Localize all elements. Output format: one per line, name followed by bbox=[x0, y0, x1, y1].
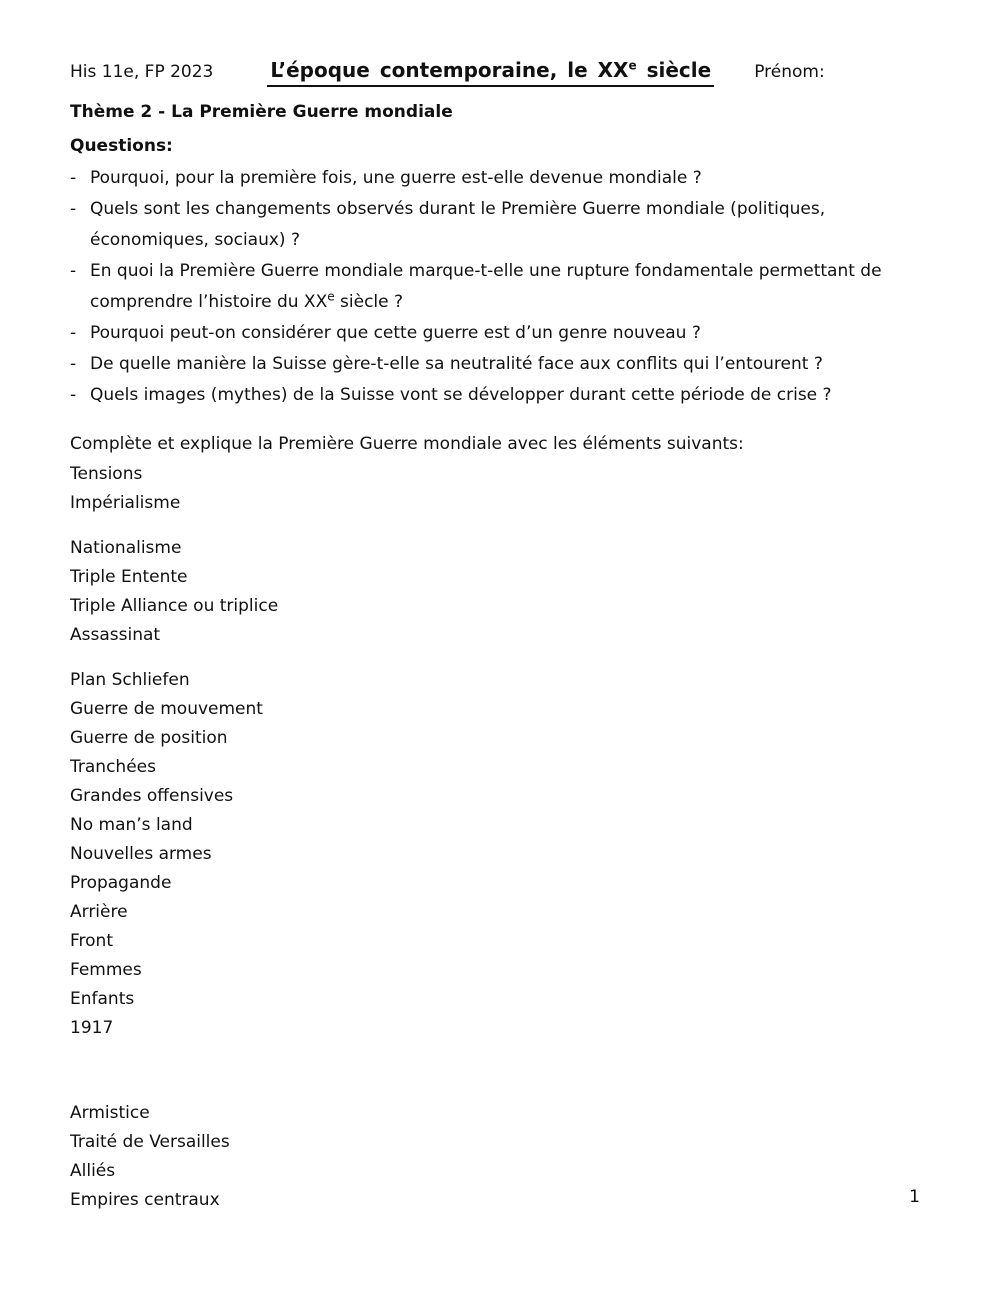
term-item: Front bbox=[70, 931, 113, 951]
term-item: No man’s land bbox=[70, 815, 193, 835]
term-group-alliances bbox=[70, 534, 930, 650]
question-dash: - bbox=[70, 261, 77, 281]
term-item: Impérialisme bbox=[70, 493, 181, 513]
term-item: Empires centraux bbox=[70, 1190, 220, 1210]
term-item: Grandes offensives bbox=[70, 786, 234, 806]
term-item: Arrière bbox=[70, 902, 128, 922]
question-item bbox=[70, 349, 930, 380]
question-line: Quels sont les changements observés durant le Première Guerre mondiale (politiques, bbox=[90, 199, 826, 219]
term-item: Femmes bbox=[70, 960, 142, 980]
question-line: économiques, sociaux) ? bbox=[90, 230, 300, 250]
question-item bbox=[70, 194, 930, 256]
questions-heading: Questions: bbox=[70, 136, 173, 156]
question-text bbox=[90, 380, 832, 411]
question-item bbox=[70, 256, 930, 318]
question-text bbox=[90, 349, 823, 380]
course-code: His 11e, FP 2023 bbox=[70, 62, 214, 82]
term-item: 1917 bbox=[70, 1018, 114, 1038]
term-item: Guerre de position bbox=[70, 728, 228, 748]
page-header bbox=[70, 56, 930, 87]
term-item: Traité de Versailles bbox=[70, 1132, 230, 1152]
term-item: Propagande bbox=[70, 873, 172, 893]
term-item: Nouvelles armes bbox=[70, 844, 212, 864]
question-item bbox=[70, 163, 930, 194]
question-line: Quels images (mythes) de la Suisse vont se développer durant cette période de crise ? bbox=[90, 385, 832, 405]
question-line: De quelle manière la Suisse gère-t-elle sa neutralité face aux conflits qui l’entourent ? bbox=[90, 354, 823, 374]
theme-heading: Thème 2 - La Première Guerre mondiale bbox=[70, 102, 453, 122]
term-group-causes bbox=[70, 460, 930, 518]
question-text bbox=[90, 163, 702, 194]
term-group-war bbox=[70, 666, 930, 1043]
term-item: Tranchées bbox=[70, 757, 156, 777]
question-dash: - bbox=[70, 354, 77, 374]
page-number: 1 bbox=[909, 1187, 920, 1207]
question-dash: - bbox=[70, 168, 77, 188]
term-item: Triple Alliance ou triplice bbox=[70, 596, 279, 616]
term-item: Armistice bbox=[70, 1103, 150, 1123]
question-list bbox=[70, 163, 930, 411]
term-item: Alliés bbox=[70, 1161, 116, 1181]
question-line: En quoi la Première Guerre mondiale marque-t-elle une rupture fondamentale permettant de bbox=[90, 261, 882, 281]
name-label: Prénom: bbox=[754, 62, 825, 82]
question-line: Pourquoi peut-on considérer que cette guerre est d’un genre nouveau ? bbox=[90, 323, 701, 343]
term-item: Tensions bbox=[70, 464, 143, 484]
term-item: Enfants bbox=[70, 989, 135, 1009]
question-line-text: comprendre l’histoire du XX bbox=[90, 292, 328, 312]
question-dash: - bbox=[70, 323, 77, 343]
question-line-suffix: siècle ? bbox=[334, 292, 404, 312]
question-text bbox=[90, 194, 825, 256]
page-title-superscript: e bbox=[628, 58, 637, 73]
page-title bbox=[267, 56, 714, 87]
instruction-text: Complète et explique la Première Guerre mondiale avec les éléments suivants: bbox=[70, 434, 744, 454]
question-text bbox=[90, 318, 701, 349]
term-item: Guerre de mouvement bbox=[70, 699, 263, 719]
question-line: Pourquoi, pour la première fois, une guerre est-elle devenue mondiale ? bbox=[90, 168, 702, 188]
century-superscript: e bbox=[327, 289, 335, 304]
term-item: Assassinat bbox=[70, 625, 161, 645]
question-line bbox=[90, 287, 882, 318]
question-text bbox=[90, 256, 882, 318]
term-group-end bbox=[70, 1099, 930, 1215]
question-item bbox=[70, 380, 930, 411]
term-item: Triple Entente bbox=[70, 567, 188, 587]
term-item: Nationalisme bbox=[70, 538, 182, 558]
page-title-suffix: siècle bbox=[636, 58, 712, 82]
question-dash: - bbox=[70, 199, 77, 219]
term-item: Plan Schliefen bbox=[70, 670, 190, 690]
page-title-text: L’époque contemporaine, le XX bbox=[270, 58, 629, 82]
question-item bbox=[70, 318, 930, 349]
question-dash: - bbox=[70, 385, 77, 405]
